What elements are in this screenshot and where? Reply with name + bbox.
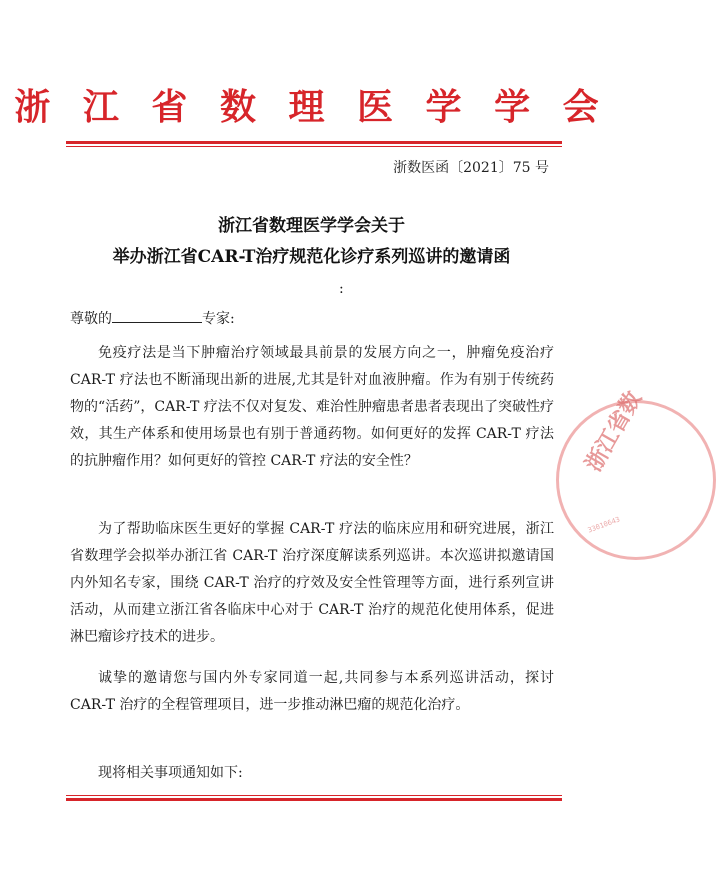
letterhead-rule-bottom: [66, 146, 562, 147]
salutation: [70, 306, 235, 331]
salutation-prefix: 尊敬的: [70, 311, 112, 327]
document-title-line-2: 举办浙江省CAR-T治疗规范化诊疗系列巡讲的邀请函: [112, 247, 511, 267]
document-title-line-1: 浙江省数理医学学会关于: [218, 216, 405, 236]
stray-mark: :: [339, 281, 344, 297]
seal-text: 浙江省数: [581, 387, 647, 476]
paragraph-2: 为了帮助临床医生更好的掌握 CAR-T 疗法的临床应用和研究进展，浙江省数理学会拟举办浙江省 CAR-T 治疗深度解读系列巡讲。本次巡讲拟邀请国内外知名专家，围绕 CAR-T 治疗的疗效及安全性管理等方面，进行系列宣讲活动，从而建立浙江省各临床中心对于 CAR-T 治疗的规范化使用体系，促进淋巴瘤诊疗技术的进步。: [70, 521, 554, 645]
footer-rule-bottom: [66, 798, 562, 801]
official-seal: [556, 387, 716, 560]
name-blank-line: [112, 306, 202, 323]
letterhead-rule-top: [66, 141, 562, 144]
paragraph-1: 免疫疗法是当下肿瘤治疗领域最具前景的发展方向之一，肿瘤免疫治疗 CAR-T 疗法也不断涌现出新的进展,尤其是针对血液肿瘤。作为有别于传统药物的“活药”，CAR-T 疗法不仅对复发、难治性肿瘤患者患者表现出了突破性疗效，其生产体系和使用场景也有别于普通药物。如何更好的发挥 CAR-T 疗法的抗肿瘤作用？如何更好的管控 CAR-T 疗法的安全性？: [70, 345, 554, 469]
paragraph-3: 诚挚的邀请您与国内外专家同道一起,共同参与本系列巡讲活动，探讨 CAR-T 治疗的全程管理项目，进一步推动淋巴瘤的规范化治疗。: [70, 670, 554, 713]
salutation-suffix: 专家:: [202, 311, 235, 327]
seal-number: 33010643: [586, 515, 622, 535]
letterhead-title: 浙 江 省 数 理 医 学 学 会: [14, 87, 609, 128]
footer-rule-top: [66, 795, 562, 796]
paragraph-4: 现将相关事项通知如下:: [98, 765, 243, 781]
reference-number: 浙数医函〔2021〕75 号: [393, 160, 549, 176]
